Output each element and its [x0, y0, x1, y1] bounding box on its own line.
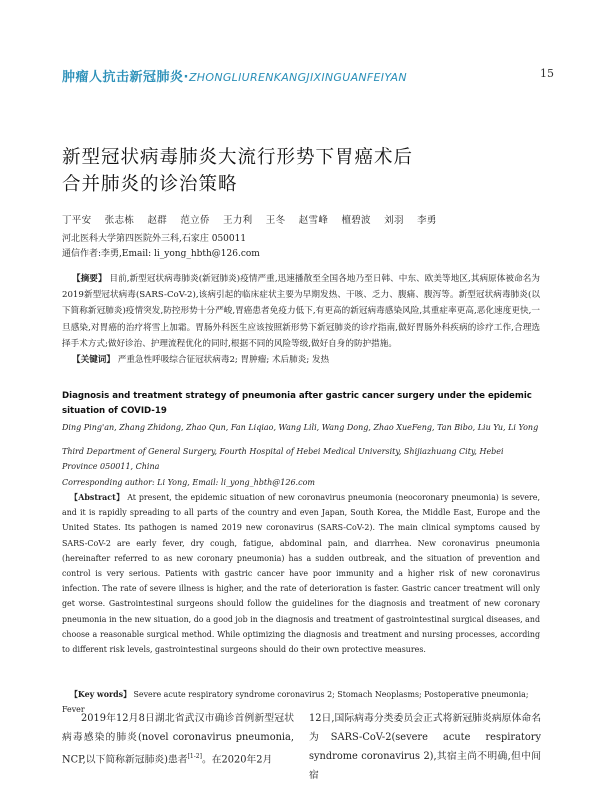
abstract-cn — [62, 271, 540, 352]
journal-title-en: ZHONGLIURENKANGJIXINGUANFEIYAN — [188, 71, 407, 84]
keywords-cn — [72, 353, 329, 365]
keywords-cn-text: 严重急性呼吸综合征冠状病毒2; 胃肿瘤; 术后肺炎; 发热 — [117, 355, 330, 365]
keywords-en-text: Severe acute respiratory syndrome coronavirus 2; Stomach Neoplasms; Postoperative pneumonia; Fever — [62, 690, 529, 715]
keywords-cn-label: 【关键词】 — [72, 355, 115, 365]
english-corresponding: Corresponding author: Li Yong, Email: li_yong_hbth@126.com — [62, 478, 315, 487]
abstract-en-text: At present, the epidemic situation of new coronavirus pneumonia (neocoronary pneumonia) is severe, and it is rapidly spreading to all parts of the country and even Japan, South Korea, the Middle East, Europe and the United States. Its pathogen is named 2019 new coronavirus (SARS-CoV-2). The main clinical symptoms caused by SARS-CoV-2 are early fever, dry cough, fatigue, abdominal pain, and diarrhea. New coronavirus pneumonia (hereinafter referred to as new coronary pneumonia) has a sudden outbreak, and the situation of prevention and control is very serious. Patients with gastric cancer have poor immunity and a higher risk of new coronavirus infection. The rate of severe illness is higher, and the rate of deterioration is faster. Gastric cancer treatment will only get worse. Gastrointestinal surgeons should follow the guidelines for the diagnosis and treatment of new coronary pneumonia in the new situation, do a good job in the diagnosis and treatment of gastrointestinal surgical diseases, and choose a reasonable surgical method. While optimizing the diagnosis and treatment and nursing processes, according to different risk levels, gastrointestinal surgeons should do their own protective measures. — [62, 493, 540, 655]
journal-title-cn: 肿瘤人抗击新冠肺炎· — [62, 70, 189, 85]
keywords-en-label: 【Key words】 — [70, 690, 131, 699]
body-column-left — [62, 709, 294, 769]
citation-ref: [1-2] — [187, 753, 202, 760]
english-affiliation: Third Department of General Surgery, Fourth Hospital of Hebei Medical University, Shijiazhuang City, Hebei Province 050011, China — [62, 447, 504, 472]
body-col1-tail: 。在2020年2月 — [201, 754, 273, 766]
running-header — [62, 66, 554, 84]
authors-cn: 丁平安 张志栋 赵群 范立侨 王力利 王冬 赵雪峰 檀碧波 刘羽 李勇 — [62, 215, 437, 226]
page-number: 15 — [540, 67, 554, 80]
article-title-line2: 合并肺炎的诊治策略 — [62, 174, 238, 195]
article-title-line1: 新型冠状病毒肺炎大流行形势下胃癌术后 — [62, 147, 414, 168]
english-title: Diagnosis and treatment strategy of pneumonia after gastric cancer surgery under the epidemic situation of COVID-19 — [62, 391, 532, 417]
body-col1-text: 2019年12月8日湖北省武汉市确诊首例新型冠状病毒感染的肺炎(novel coronavirus pneumonia, NCP,以下简称新冠肺炎)患者 — [62, 713, 294, 766]
abstract-cn-label: 【摘要】 — [72, 274, 107, 284]
abstract-cn-text: 目前,新型冠状病毒肺炎(新冠肺炎)疫情严重,迅速播散至全国各地乃至日韩、中东、欧美等地区,其病原体被命名为2019新型冠状病毒(SARS-CoV-2),该病引起的临床症状主要为早期发热、干咳、乏力、腹痛、腹泻等。新型冠状病毒肺炎(以下简称新冠肺炎)疫情突发,防控形势十分严峻,胃癌患者免疫力低下,有更高的新冠病毒感染风险,其重症率更高,恶化速度更快,一旦感染,对胃癌的治疗将雪上加霜。胃肠外科医生应该按照新形势下新冠肺炎的诊疗指南,做好胃肠外科疾病的诊疗工作,合理选择手术方式;做好诊治、护理流程优化的同时,根据不同的风险等级,做好自身的防护措施。 — [62, 274, 540, 349]
abstract-en — [62, 490, 540, 657]
affiliation-cn: 河北医科大学第四医院外三科,石家庄 050011 — [62, 234, 247, 244]
body-column-right: 12日,国际病毒分类委员会正式将新冠肺炎病原体命名为SARS-CoV-2(severe acute respiratory syndrome coronavirus 2),其宿主尚不明确,但中间宿 — [309, 713, 541, 781]
english-authors: Ding Ping'an, Zhang Zhidong, Zhao Qun, Fan Liqiao, Wang Lili, Wang Dong, Zhao XueFeng, Tan Bibo, Liu Yu, Li Yong — [62, 423, 539, 432]
article-title — [62, 144, 532, 198]
abstract-en-label: 【Abstract】 — [70, 493, 125, 502]
journal-title — [62, 66, 407, 85]
corresponding-author-cn: 通信作者:李勇,Email: li_yong_hbth@126.com — [62, 249, 260, 259]
